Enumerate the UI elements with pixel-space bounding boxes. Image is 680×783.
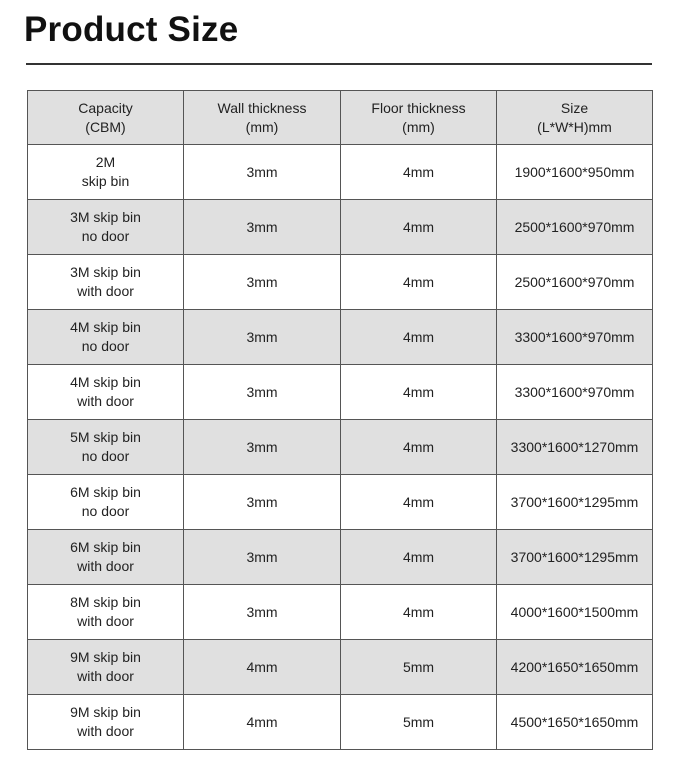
size-cell: 4500*1650*1650mm <box>497 695 653 750</box>
capacity-cell <box>28 475 184 530</box>
size-cell: 3700*1600*1295mm <box>497 475 653 530</box>
table-row <box>28 585 653 640</box>
wall-thickness-cell: 3mm <box>184 310 341 365</box>
header-label: Floor thickness <box>371 99 466 116</box>
header-label: Capacity <box>78 99 133 116</box>
capacity-line: 9M skip bin <box>70 649 141 665</box>
wall-thickness-cell: 3mm <box>184 200 341 255</box>
capacity-line: 5M skip bin <box>70 429 141 445</box>
page-title: Product Size <box>24 10 239 49</box>
capacity-line: with door <box>77 613 134 629</box>
floor-thickness-cell: 4mm <box>341 255 497 310</box>
wall-thickness-cell: 4mm <box>184 640 341 695</box>
header-capacity <box>28 91 184 145</box>
capacity-cell <box>28 255 184 310</box>
capacity-line: 6M skip bin <box>70 539 141 555</box>
floor-thickness-cell: 4mm <box>341 420 497 475</box>
capacity-cell <box>28 145 184 200</box>
header-unit: (mm) <box>402 118 435 135</box>
header-floor-thickness <box>341 91 497 145</box>
floor-thickness-cell: 4mm <box>341 310 497 365</box>
capacity-cell <box>28 420 184 475</box>
header-label: Size <box>560 99 589 116</box>
size-cell: 3300*1600*970mm <box>497 365 653 420</box>
table-row <box>28 420 653 475</box>
capacity-line: 3M skip bin <box>70 209 141 225</box>
title-divider <box>26 63 652 65</box>
capacity-line: with door <box>77 668 134 684</box>
floor-thickness-cell: 4mm <box>341 530 497 585</box>
header-size <box>497 91 653 145</box>
capacity-line: 3M skip bin <box>70 264 141 280</box>
header-unit: (CBM) <box>85 118 126 135</box>
wall-thickness-cell: 3mm <box>184 255 341 310</box>
wall-thickness-cell: 3mm <box>184 365 341 420</box>
capacity-cell <box>28 530 184 585</box>
capacity-line: with door <box>77 723 134 739</box>
floor-thickness-cell: 4mm <box>341 145 497 200</box>
capacity-line: no door <box>81 503 130 519</box>
wall-thickness-cell: 3mm <box>184 585 341 640</box>
size-cell: 3300*1600*1270mm <box>497 420 653 475</box>
size-cell: 3700*1600*1295mm <box>497 530 653 585</box>
header-label: Wall thickness <box>217 99 307 116</box>
wall-thickness-cell: 3mm <box>184 475 341 530</box>
capacity-line: no door <box>81 448 130 464</box>
capacity-cell <box>28 200 184 255</box>
table-row <box>28 255 653 310</box>
floor-thickness-cell: 4mm <box>341 200 497 255</box>
table-row <box>28 145 653 200</box>
capacity-line: 6M skip bin <box>70 484 141 500</box>
table-row <box>28 365 653 420</box>
size-cell: 4000*1600*1500mm <box>497 585 653 640</box>
table-row <box>28 695 653 750</box>
size-cell: 3300*1600*970mm <box>497 310 653 365</box>
capacity-line: 8M skip bin <box>70 594 141 610</box>
wall-thickness-cell: 3mm <box>184 530 341 585</box>
capacity-line: 2M <box>95 154 116 170</box>
size-cell: 4200*1650*1650mm <box>497 640 653 695</box>
table-body <box>28 145 653 750</box>
table-row <box>28 310 653 365</box>
size-cell: 2500*1600*970mm <box>497 200 653 255</box>
capacity-cell <box>28 365 184 420</box>
capacity-cell <box>28 695 184 750</box>
capacity-cell <box>28 585 184 640</box>
capacity-line: 4M skip bin <box>70 374 141 390</box>
floor-thickness-cell: 5mm <box>341 695 497 750</box>
floor-thickness-cell: 4mm <box>341 365 497 420</box>
size-cell: 2500*1600*970mm <box>497 255 653 310</box>
header-unit: (L*W*H)mm <box>537 118 612 135</box>
floor-thickness-cell: 4mm <box>341 475 497 530</box>
wall-thickness-cell: 4mm <box>184 695 341 750</box>
capacity-line: with door <box>77 558 134 574</box>
table-row <box>28 475 653 530</box>
table-row <box>28 200 653 255</box>
size-cell: 1900*1600*950mm <box>497 145 653 200</box>
capacity-line: no door <box>81 338 130 354</box>
product-size-table <box>27 90 653 750</box>
wall-thickness-cell: 3mm <box>184 145 341 200</box>
capacity-line: 4M skip bin <box>70 319 141 335</box>
table-header-row <box>28 91 653 145</box>
capacity-line: with door <box>77 283 134 299</box>
capacity-line: 9M skip bin <box>70 704 141 720</box>
capacity-line: with door <box>77 393 134 409</box>
floor-thickness-cell: 5mm <box>341 640 497 695</box>
capacity-line: skip bin <box>81 173 130 189</box>
table-row <box>28 640 653 695</box>
capacity-cell <box>28 640 184 695</box>
capacity-line: no door <box>81 228 130 244</box>
wall-thickness-cell: 3mm <box>184 420 341 475</box>
capacity-cell <box>28 310 184 365</box>
floor-thickness-cell: 4mm <box>341 585 497 640</box>
table-row <box>28 530 653 585</box>
header-wall-thickness <box>184 91 341 145</box>
header-unit: (mm) <box>245 118 279 135</box>
